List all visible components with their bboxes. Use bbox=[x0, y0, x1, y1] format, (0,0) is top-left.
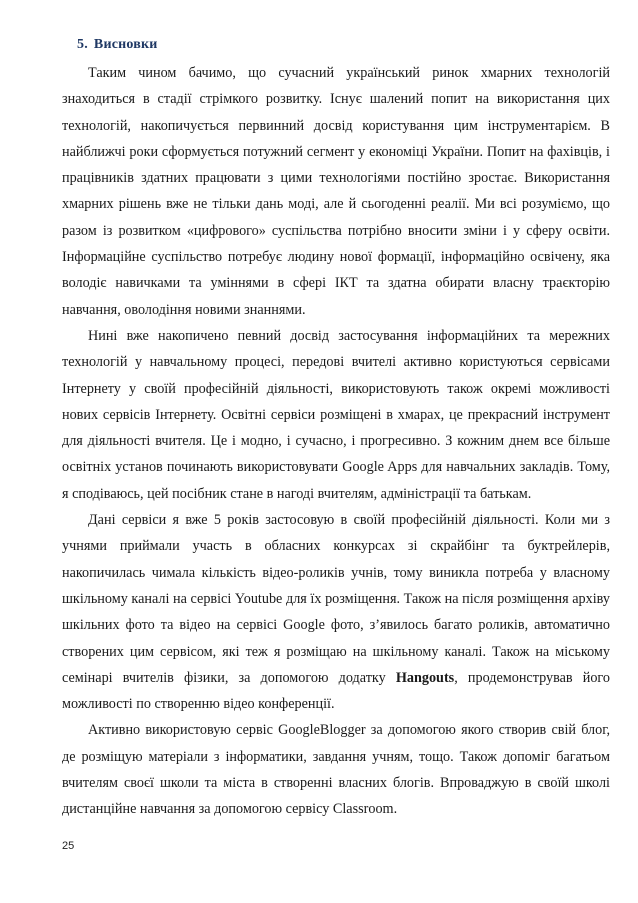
paragraph-conclusion-market: Таким чином бачимо, що сучасний український ринок хмарних технологій знаходиться в стадії стрімкого розвитку. Існує шалений попит на використання цих технологій, накопичується первинний досвід користування цим інструментарієм. В найближчі роки сформується потужний сегмент у економіці України. Попит на фахівців, і працівників здатних працювати з цими технологіями постійно зростає. Використання хмарних рішень вже не тільки дань моді, але й сьогоденні реалії. Ми всі розуміємо, що разом із розвитком «цифрового» суспільства потрібно вносити зміни і у сферу освіти. Інформаційне суспільство потребує людину нової формації, інформаційно освічену, яка володіє навичками та уміннями в сфері ІКТ та здатна обирати власну траєкторію навчання, оволодіння новими знаннями. bbox=[62, 65, 610, 318]
section-heading bbox=[77, 37, 158, 53]
paragraph-blogger: Активно використовую сервіс GoogleBlogger за допомогою якого створив свій блог, де розміщую матеріали з інформатики, завдання учням, тощо. Також допоміг багатьом вчителям своєї школи та міста в створенні власних блогів. Впроваджую в своїй школі дистанційне навчання за допомогою сервісу Classroom. bbox=[62, 722, 610, 818]
paragraph-services-text-start: Дані сервіси я вже 5 років застосовую в своїй професійній діяльності. Коли ми з учнями приймали участь в обласних конкурсах зі скрайбінг та буктрейлерів, накопичилась чимала кількість відео-роликів учнів, тому виникла потреба у власному шкільному каналі на сервісі Youtube для їх розміщення. Також на після розміщення архіву шкільних фото та відео на сервісі Google фото, з’явилось багато роликів, автоматично створених цим сервісом, які теж я розміщаю на шкільному каналі. Також на міському семінарі вчителів фізики, за допомогою додатку bbox=[62, 512, 610, 686]
body-text bbox=[62, 60, 610, 823]
paragraph-services-text-end: , продемонстрував його можливості по створенню відео конференції. bbox=[62, 669, 610, 713]
section-number: 5. bbox=[77, 37, 88, 52]
section-title: Висновки bbox=[93, 37, 158, 52]
paragraph-services-usage bbox=[62, 507, 610, 717]
paragraph-experience: Нині вже накопичено певний досвід застосування інформаційних та мережних технологій у навчальному процесі, передові вчителі активно користуються сервісами Інтернету у своїй професійній діяльності, використовують також окремі можливості нових сервісів Інтернету. Освітні сервіси розміщені в хмарах, це прекрасний інструмент для діяльності вчителя. Це і модно, і сучасно, і прогресивно. З кожним днем все більше освітніх установ починають використовувати Google Apps для навчальних закладів. Тому, я сподіваюсь, цей посібник стане в нагоді вчителям, адміністрації та батькам. bbox=[62, 327, 610, 502]
hangouts-term: Hangouts bbox=[395, 669, 455, 686]
page-number: 25 bbox=[62, 840, 75, 852]
